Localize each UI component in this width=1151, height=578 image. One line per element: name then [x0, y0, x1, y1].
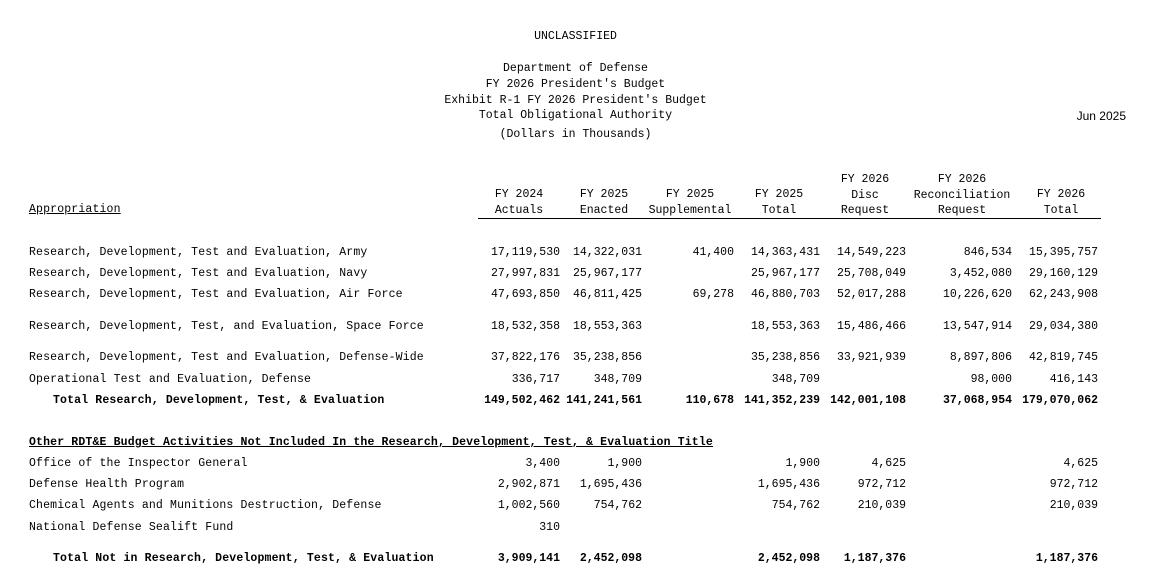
column-header-fy2025-enacted: [566, 187, 642, 218]
other-section-title: Other RDT&E Budget Activities Not Included In the Research, Development, Test, & Evaluation Title: [29, 436, 713, 449]
other-row-value: 210,039: [1049, 499, 1098, 512]
column-header-line: FY 2025: [665, 188, 715, 201]
column-header-fy2024-actuals: [478, 187, 560, 218]
other-row-value: 972,712: [857, 478, 906, 491]
rdte-total-row-value: 141,241,561: [566, 394, 642, 407]
column-header-fy2026-total: [1020, 187, 1102, 218]
rdte-row-value: 416,143: [1049, 373, 1098, 386]
rdte-row-value: 14,322,031: [572, 246, 642, 259]
rdte-row-value: 17,119,530: [490, 246, 560, 259]
other-row-value: 1,900: [785, 457, 820, 470]
rdte-row-value: 14,363,431: [750, 246, 820, 259]
other-row-value: 4,625: [871, 457, 906, 470]
rdte-row-value: 336,717: [511, 373, 560, 386]
column-header-line: FY 2026: [840, 173, 890, 186]
rdte-row-label: Research, Development, Test and Evaluation, Air Force: [29, 288, 403, 301]
other-total-row-value: 2,452,098: [579, 552, 642, 565]
other-total-row-value: 2,452,098: [757, 552, 820, 565]
rdte-row-value: 846,534: [963, 246, 1012, 259]
title-line-5: (Dollars in Thousands): [499, 128, 652, 141]
rdte-row-value: 18,532,358: [490, 320, 560, 333]
other-row-value: 1,695,436: [757, 478, 820, 491]
column-header-fy2025-total: [738, 187, 820, 218]
title-line-4: Total Obligational Authority: [478, 109, 673, 122]
rdte-total-row-value: 141,352,239: [744, 394, 820, 407]
rdte-row-value: 15,486,466: [836, 320, 906, 333]
column-header-line: Actuals: [494, 203, 544, 217]
other-row-value: 2,902,871: [497, 478, 560, 491]
title-line-1: Department of Defense: [503, 62, 648, 75]
rdte-total-row-value: 179,070,062: [1022, 394, 1098, 407]
column-header-fy2025-supplemental: [645, 187, 735, 218]
other-row-value: 754,762: [771, 499, 820, 512]
rdte-row-value: 8,897,806: [949, 351, 1012, 364]
rdte-row-value: 41,400: [692, 246, 734, 259]
report-date: Jun 2025: [1076, 109, 1126, 123]
other-row-value: 1,002,560: [497, 499, 560, 512]
column-header-line: Disc: [851, 188, 879, 202]
rdte-row-value: 46,811,425: [572, 288, 642, 301]
column-header-line: FY 2026: [1036, 188, 1086, 201]
column-header-line: Total: [761, 203, 797, 217]
rdte-row-value: 25,967,177: [750, 267, 820, 280]
column-header-line: Supplemental: [648, 203, 732, 217]
rdte-row-value: 13,547,914: [942, 320, 1012, 333]
rdte-row-value: 29,160,129: [1028, 267, 1098, 280]
rdte-row-label: Research, Development, Test and Evaluation, Navy: [29, 267, 368, 280]
other-total-row-value: 1,187,376: [843, 552, 906, 565]
rdte-row-value: 18,553,363: [572, 320, 642, 333]
other-total-row-value: 3,909,141: [497, 552, 560, 565]
rdte-row-value: 33,921,939: [836, 351, 906, 364]
rdte-row-value: 46,880,703: [750, 288, 820, 301]
rdte-row-value: 25,967,177: [572, 267, 642, 280]
column-header-line: FY 2025: [754, 188, 804, 201]
rdte-row-value: 52,017,288: [836, 288, 906, 301]
rdte-total-row-value: 110,678: [685, 394, 734, 407]
other-row-label: Defense Health Program: [29, 478, 185, 491]
rdte-row-value: 15,395,757: [1028, 246, 1098, 259]
column-header-fy2026-disc-request: [824, 172, 906, 219]
other-row-value: 310: [539, 521, 560, 534]
column-header-line: Request: [840, 204, 890, 217]
rdte-total-row-value: 149,502,462: [484, 394, 560, 407]
column-header-appropriation: Appropriation: [29, 203, 121, 216]
classification-marking: UNCLASSIFIED: [534, 30, 617, 43]
other-total-row-label: Total Not in Research, Development, Test, & Evaluation: [53, 552, 434, 565]
rdte-total-row-label: Total Research, Development, Test, & Evaluation: [53, 394, 385, 407]
other-row-value: 1,900: [607, 457, 642, 470]
rdte-row-value: 10,226,620: [942, 288, 1012, 301]
rdte-row-value: 35,238,856: [750, 351, 820, 364]
rdte-total-row-value: 142,001,108: [830, 394, 906, 407]
rdte-row-value: 29,034,380: [1028, 320, 1098, 333]
rdte-row-value: 69,278: [692, 288, 734, 301]
other-row-value: 3,400: [525, 457, 560, 470]
column-header-line: Reconciliation: [913, 188, 1011, 202]
other-total-row-value: 1,187,376: [1035, 552, 1098, 565]
other-row-value: 210,039: [857, 499, 906, 512]
rdte-row-label: Research, Development, Test and Evaluation, Army: [29, 246, 368, 259]
header-rule: [478, 218, 1101, 219]
rdte-row-label: Research, Development, Test, and Evaluation, Space Force: [29, 320, 424, 333]
rdte-row-value: 35,238,856: [572, 351, 642, 364]
other-row-value: 754,762: [593, 499, 642, 512]
rdte-row-value: 14,549,223: [836, 246, 906, 259]
rdte-row-value: 3,452,080: [949, 267, 1012, 280]
other-row-value: 1,695,436: [579, 478, 642, 491]
column-header-line: Request: [937, 204, 987, 217]
other-row-label: National Defense Sealift Fund: [29, 521, 234, 534]
column-header-line: FY 2024: [494, 188, 544, 201]
rdte-row-value: 98,000: [970, 373, 1012, 386]
column-header-line: FY 2026: [937, 173, 987, 186]
rdte-row-value: 47,693,850: [490, 288, 560, 301]
other-row-value: 4,625: [1063, 457, 1098, 470]
column-header-line: FY 2025: [579, 188, 629, 201]
other-row-label: Office of the Inspector General: [29, 457, 248, 470]
rdte-row-value: 25,708,049: [836, 267, 906, 280]
rdte-row-label: Operational Test and Evaluation, Defense: [29, 373, 312, 386]
other-row-value: 972,712: [1049, 478, 1098, 491]
rdte-row-value: 62,243,908: [1028, 288, 1098, 301]
rdte-row-value: 348,709: [593, 373, 642, 386]
rdte-row-value: 18,553,363: [750, 320, 820, 333]
column-header-line: Enacted: [579, 203, 629, 217]
column-header-fy2026-reconciliation-request: [908, 172, 1016, 219]
rdte-row-value: 27,997,831: [490, 267, 560, 280]
rdte-row-value: 348,709: [771, 373, 820, 386]
rdte-row-value: 37,822,176: [490, 351, 560, 364]
column-header-line: Total: [1043, 203, 1079, 217]
title-line-2: FY 2026 President's Budget: [485, 78, 666, 91]
rdte-total-row-value: 37,068,954: [942, 394, 1012, 407]
other-row-label: Chemical Agents and Munitions Destruction, Defense: [29, 499, 382, 512]
rdte-row-value: 42,819,745: [1028, 351, 1098, 364]
rdte-row-label: Research, Development, Test and Evaluation, Defense-Wide: [29, 351, 424, 364]
title-line-3: Exhibit R-1 FY 2026 President's Budget: [444, 94, 707, 107]
